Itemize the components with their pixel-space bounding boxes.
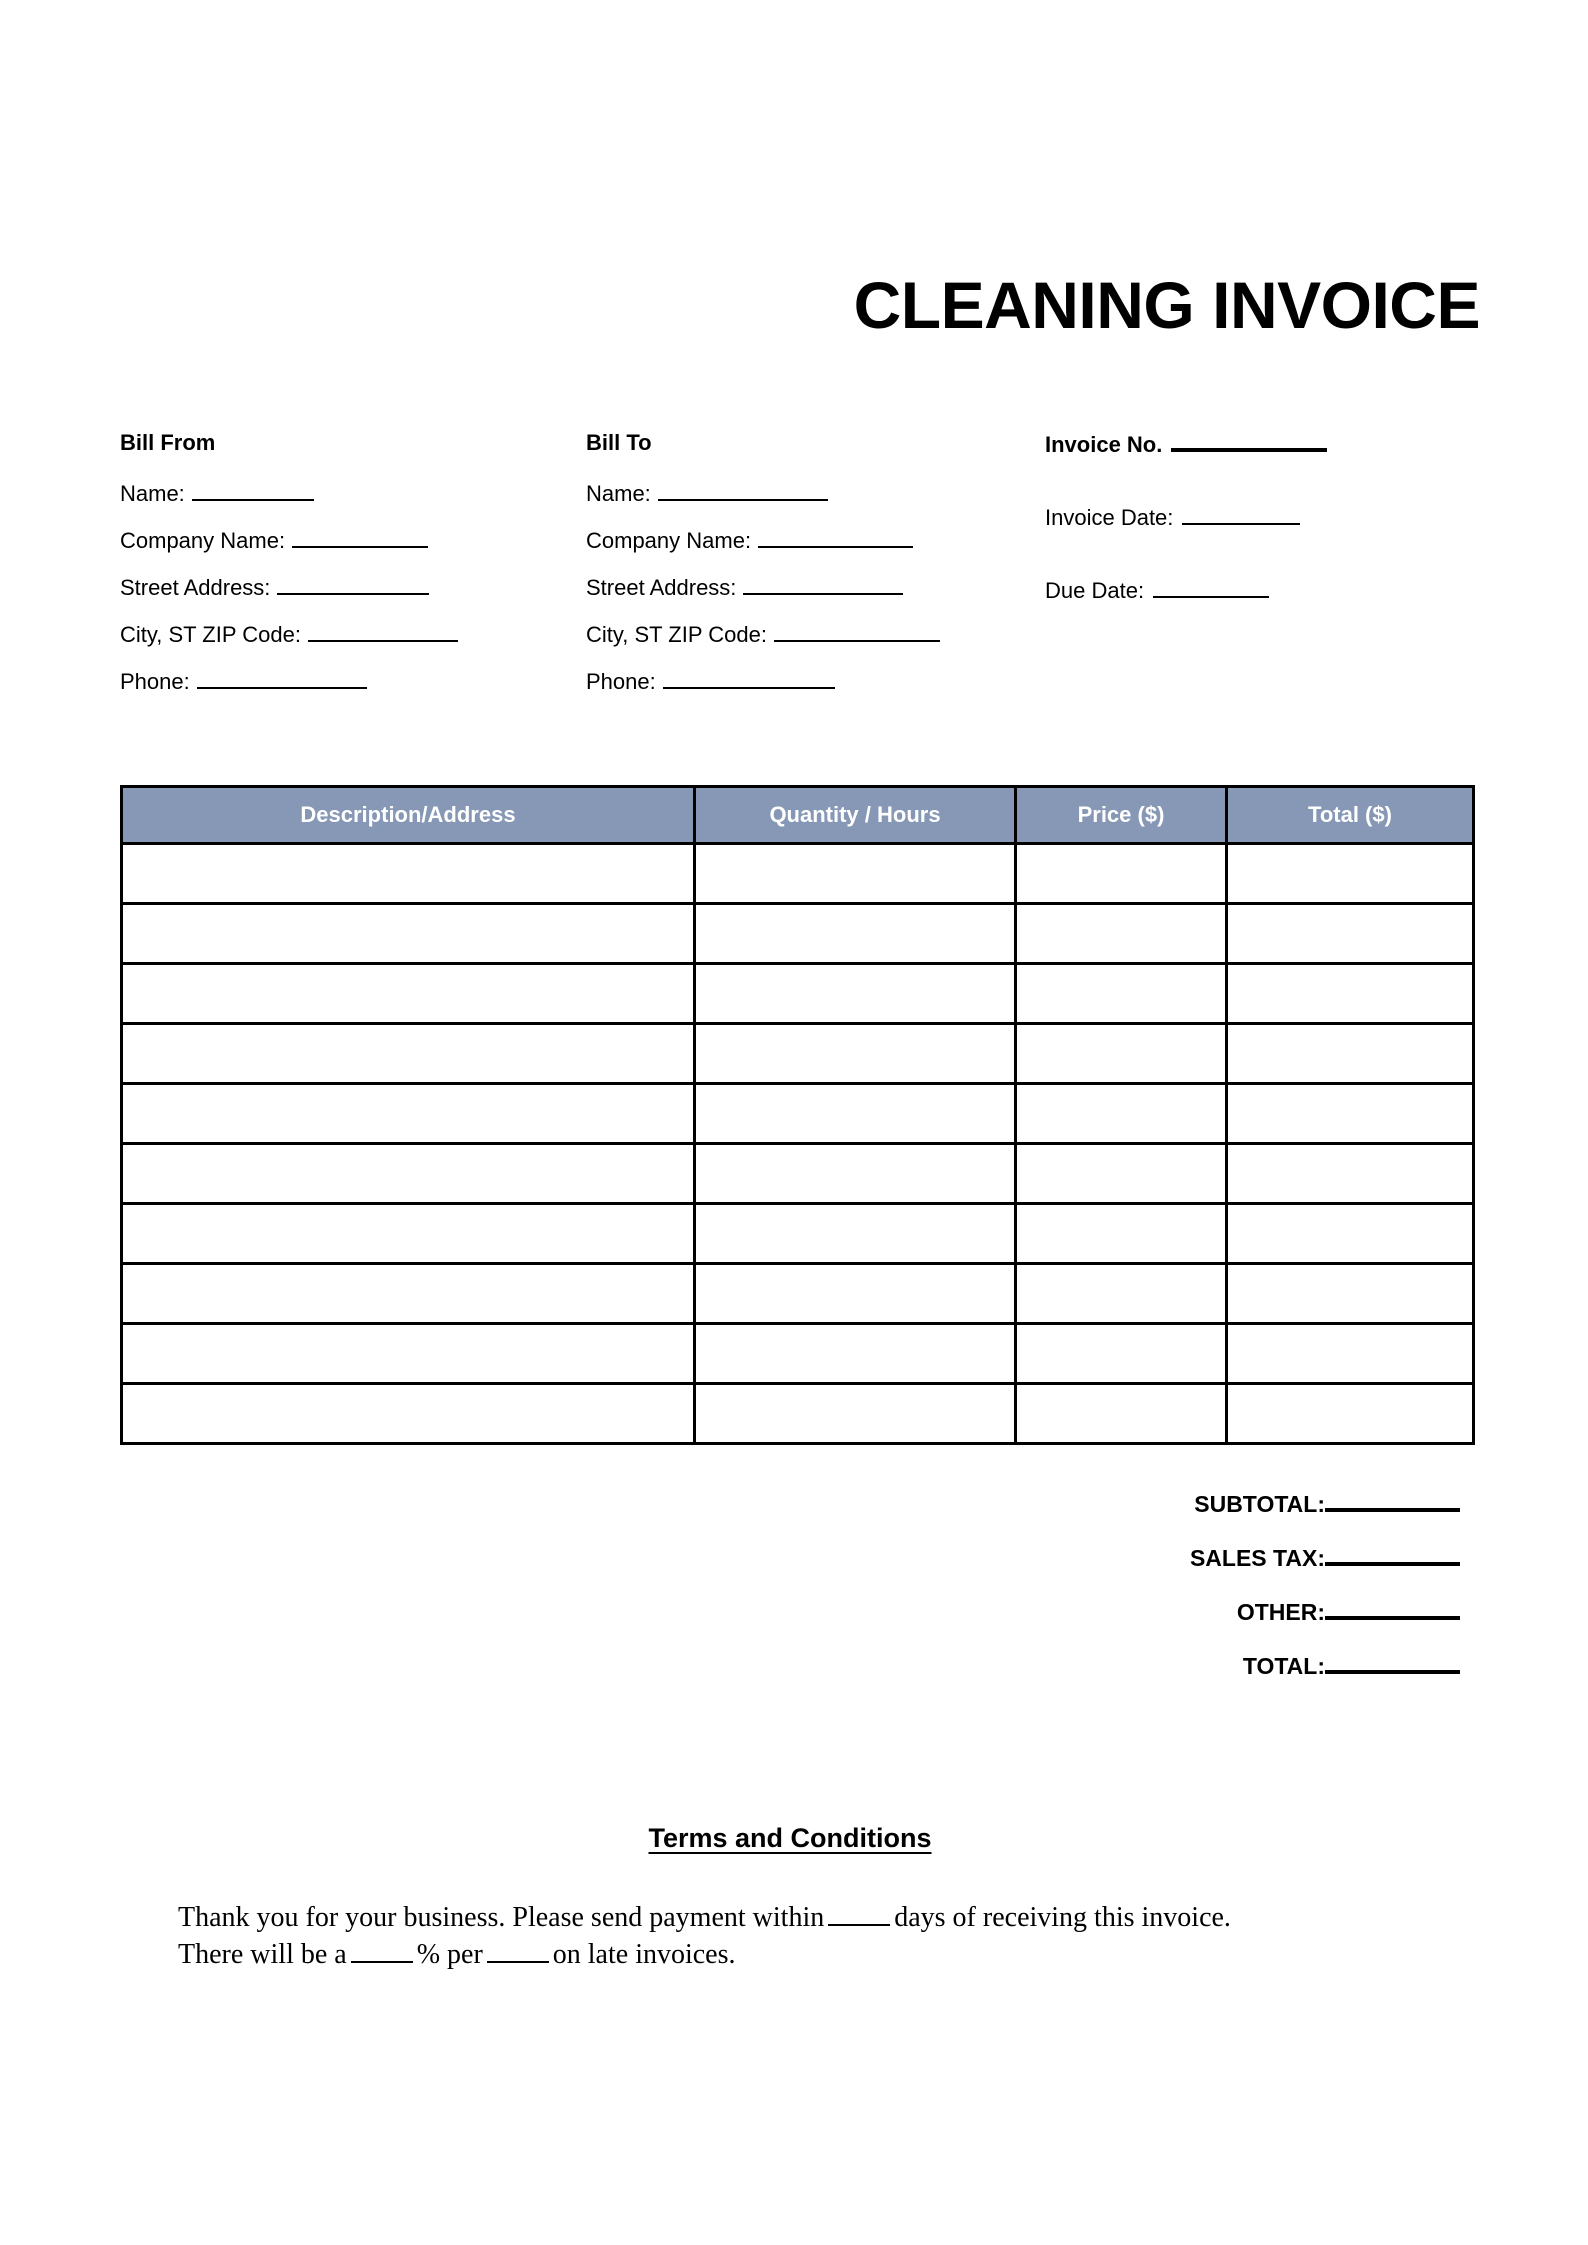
column-header-quantity: Quantity / Hours bbox=[695, 787, 1016, 844]
table-row[interactable] bbox=[122, 1024, 1474, 1084]
terms-heading: Terms and Conditions bbox=[648, 1823, 932, 1853]
cell-price[interactable] bbox=[1016, 964, 1227, 1024]
bill-from-city-label: City, ST ZIP Code: bbox=[120, 622, 301, 647]
bill-to-street-label: Street Address: bbox=[586, 575, 737, 600]
other-input[interactable] bbox=[1325, 1600, 1460, 1620]
due-date-label: Due Date: bbox=[1045, 578, 1145, 603]
invoice-date-input[interactable] bbox=[1182, 506, 1300, 525]
cell-quantity[interactable] bbox=[695, 1084, 1016, 1144]
cell-price[interactable] bbox=[1016, 1084, 1227, 1144]
bill-to-city-row bbox=[586, 623, 1036, 646]
bill-from-street-label: Street Address: bbox=[120, 575, 271, 600]
cell-total[interactable] bbox=[1227, 1024, 1474, 1084]
bill-from-company-label: Company Name: bbox=[120, 528, 286, 553]
terms-line2-part1: There will be a bbox=[178, 1938, 347, 1970]
cell-description[interactable] bbox=[122, 1144, 695, 1204]
cell-quantity[interactable] bbox=[695, 904, 1016, 964]
bill-from-city-row bbox=[120, 623, 560, 646]
cell-price[interactable] bbox=[1016, 1144, 1227, 1204]
sales-tax-label: SALES TAX: bbox=[1189, 1545, 1325, 1571]
cell-quantity[interactable] bbox=[695, 1264, 1016, 1324]
table-header-row bbox=[122, 787, 1474, 844]
bill-from-street-input[interactable] bbox=[277, 576, 429, 595]
table-row[interactable] bbox=[122, 904, 1474, 964]
invoice-no-label: Invoice No. bbox=[1045, 432, 1163, 457]
bill-from-phone-label: Phone: bbox=[120, 669, 190, 694]
cell-description[interactable] bbox=[122, 844, 695, 904]
invoice-date-row bbox=[1045, 506, 1480, 529]
line-items-table bbox=[120, 785, 1475, 1445]
terms-section bbox=[120, 1825, 1460, 1974]
cell-total[interactable] bbox=[1227, 844, 1474, 904]
bill-from-company-input[interactable] bbox=[292, 529, 428, 548]
bill-to-company-label: Company Name: bbox=[586, 528, 752, 553]
terms-line2-part2: % per bbox=[416, 1938, 483, 1970]
table-row[interactable] bbox=[122, 1324, 1474, 1384]
bill-from-company-row bbox=[120, 529, 560, 552]
cell-price[interactable] bbox=[1016, 1324, 1227, 1384]
parties-section bbox=[120, 432, 1480, 702]
due-date-row bbox=[1045, 579, 1480, 602]
total-label: TOTAL: bbox=[1242, 1653, 1325, 1679]
column-header-total: Total ($) bbox=[1227, 787, 1474, 844]
cell-quantity[interactable] bbox=[695, 1144, 1016, 1204]
cell-description[interactable] bbox=[122, 1024, 695, 1084]
subtotal-input[interactable] bbox=[1325, 1492, 1460, 1512]
bill-to-block bbox=[586, 432, 1036, 717]
cell-description[interactable] bbox=[122, 1084, 695, 1144]
cell-total[interactable] bbox=[1227, 1264, 1474, 1324]
bill-from-street-row bbox=[120, 576, 560, 599]
cell-quantity[interactable] bbox=[695, 1024, 1016, 1084]
terms-line-2 bbox=[170, 1937, 1410, 1974]
column-header-price: Price ($) bbox=[1016, 787, 1227, 844]
terms-days-input[interactable] bbox=[828, 1909, 890, 1926]
cell-description[interactable] bbox=[122, 1264, 695, 1324]
bill-from-name-input[interactable] bbox=[192, 482, 314, 501]
table-row[interactable] bbox=[122, 964, 1474, 1024]
cell-total[interactable] bbox=[1227, 1144, 1474, 1204]
table-row[interactable] bbox=[122, 1204, 1474, 1264]
terms-line1-part1: Thank you for your business. Please send payment within bbox=[178, 1902, 825, 1933]
total-input[interactable] bbox=[1325, 1654, 1460, 1674]
bill-to-street-input[interactable] bbox=[743, 576, 903, 595]
bill-to-name-label: Name: bbox=[586, 481, 651, 506]
cell-quantity[interactable] bbox=[695, 844, 1016, 904]
terms-body bbox=[120, 1900, 1460, 1974]
bill-to-name-row bbox=[586, 482, 1036, 505]
bill-from-name-row bbox=[120, 482, 560, 505]
terms-period-input[interactable] bbox=[487, 1946, 549, 1963]
totals-section bbox=[900, 1492, 1460, 1708]
cell-price[interactable] bbox=[1016, 1384, 1227, 1444]
cell-quantity[interactable] bbox=[695, 1324, 1016, 1384]
terms-line1-part2: days of receiving this invoice. bbox=[894, 1902, 1231, 1933]
terms-line2-part3: on late invoices. bbox=[552, 1938, 736, 1970]
total-row bbox=[900, 1654, 1460, 1678]
bill-to-company-row bbox=[586, 529, 1036, 552]
invoice-date-label: Invoice Date: bbox=[1045, 505, 1174, 530]
terms-percent-input[interactable] bbox=[351, 1946, 413, 1963]
cell-total[interactable] bbox=[1227, 1324, 1474, 1384]
invoice-meta-block bbox=[1045, 432, 1480, 652]
invoice-no-input[interactable] bbox=[1171, 432, 1327, 452]
table-row[interactable] bbox=[122, 1084, 1474, 1144]
cell-price[interactable] bbox=[1016, 1204, 1227, 1264]
cell-quantity[interactable] bbox=[695, 1384, 1016, 1444]
cell-total[interactable] bbox=[1227, 1204, 1474, 1264]
table-header bbox=[122, 787, 1474, 844]
table-row[interactable] bbox=[122, 1144, 1474, 1204]
page-title: CLEANING INVOICE bbox=[853, 268, 1480, 342]
cell-description[interactable] bbox=[122, 1384, 695, 1444]
bill-from-block bbox=[120, 432, 560, 717]
cell-price[interactable] bbox=[1016, 1264, 1227, 1324]
cell-price[interactable] bbox=[1016, 1024, 1227, 1084]
bill-to-city-label: City, ST ZIP Code: bbox=[586, 622, 767, 647]
other-label: OTHER: bbox=[1236, 1599, 1325, 1625]
sales-tax-input[interactable] bbox=[1325, 1546, 1460, 1566]
bill-from-heading: Bill From bbox=[120, 430, 216, 455]
other-row bbox=[900, 1600, 1460, 1624]
cell-total[interactable] bbox=[1227, 964, 1474, 1024]
cell-total[interactable] bbox=[1227, 1084, 1474, 1144]
sales-tax-row bbox=[900, 1546, 1460, 1570]
terms-line-1 bbox=[170, 1900, 1410, 1937]
cell-quantity[interactable] bbox=[695, 1204, 1016, 1264]
bill-from-phone-input[interactable] bbox=[197, 670, 367, 689]
column-header-description: Description/Address bbox=[122, 787, 695, 844]
cell-price[interactable] bbox=[1016, 844, 1227, 904]
bill-from-name-label: Name: bbox=[120, 481, 185, 506]
due-date-input[interactable] bbox=[1153, 579, 1269, 598]
bill-from-city-input[interactable] bbox=[308, 623, 458, 642]
bill-to-phone-label: Phone: bbox=[586, 669, 656, 694]
bill-to-name-input[interactable] bbox=[658, 482, 828, 501]
cell-quantity[interactable] bbox=[695, 964, 1016, 1024]
bill-to-heading: Bill To bbox=[586, 430, 652, 455]
bill-to-phone-row bbox=[586, 670, 1036, 693]
bill-to-city-input[interactable] bbox=[774, 623, 940, 642]
cell-description[interactable] bbox=[122, 1324, 695, 1384]
bill-from-phone-row bbox=[120, 670, 560, 693]
table-body bbox=[122, 844, 1474, 1444]
invoice-no-row bbox=[1045, 432, 1480, 456]
cell-price[interactable] bbox=[1016, 904, 1227, 964]
cell-total[interactable] bbox=[1227, 1384, 1474, 1444]
table-row[interactable] bbox=[122, 1264, 1474, 1324]
bill-to-street-row bbox=[586, 576, 1036, 599]
subtotal-row bbox=[900, 1492, 1460, 1516]
table-row[interactable] bbox=[122, 1384, 1474, 1444]
cell-description[interactable] bbox=[122, 964, 695, 1024]
subtotal-label: SUBTOTAL: bbox=[1194, 1491, 1325, 1517]
cell-description[interactable] bbox=[122, 904, 695, 964]
bill-to-company-input[interactable] bbox=[758, 529, 913, 548]
table-row[interactable] bbox=[122, 844, 1474, 904]
bill-to-phone-input[interactable] bbox=[663, 670, 835, 689]
cell-total[interactable] bbox=[1227, 904, 1474, 964]
cell-description[interactable] bbox=[122, 1204, 695, 1264]
